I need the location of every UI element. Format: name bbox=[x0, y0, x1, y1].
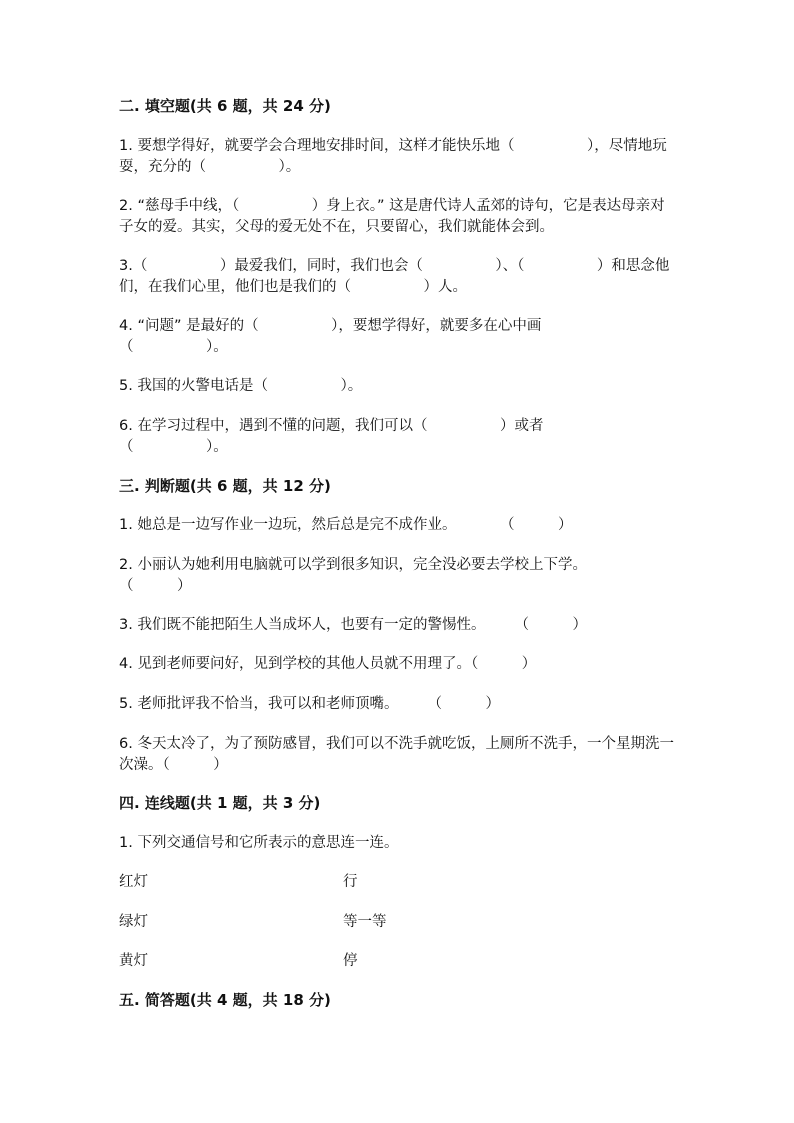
fill-blank-question-6: 6. 在学习过程中，遇到不懂的问题，我们可以（ ）或者 （ ）。 bbox=[119, 418, 544, 455]
matching-meaning: 停 bbox=[343, 953, 358, 969]
matching-row bbox=[119, 872, 675, 892]
fill-blank-question-4: 4. “问题” 是最好的（ ），要想学得好，就要多在心中画 （ ）。 bbox=[119, 318, 542, 355]
fill-blank-question-1: 1. 要想学得好，就要学会合理地安排时间，这样才能快乐地（ ），尽情地玩耍，充分的（ ）。 bbox=[119, 138, 667, 175]
matching-row bbox=[119, 912, 675, 932]
judgement-question-2: 2. 小丽认为她利用电脑就可以学到很多知识，完全没必要去学校上下学。 （ ） bbox=[119, 557, 587, 594]
fill-blank-question-3: 3.（ ）最爱我们，同时，我们也会（ ）、（ ）和思念他们，在我们心里，他们也是我们的（ ）人。 bbox=[119, 258, 670, 295]
fill-blank-question-2: 2. “慈母手中线，（ ）身上衣。” 这是唐代诗人孟郊的诗句，它是表达母亲对子女的爱。其实，父母的爱无处不在，只要留心，我们就能体会到。 bbox=[119, 198, 665, 235]
judgement-question-1: 1. 她总是一边写作业一边玩，然后总是完不成作业。 （ ） bbox=[119, 517, 573, 533]
matching-row bbox=[119, 951, 675, 971]
matching-signal: 红灯 bbox=[119, 874, 148, 890]
section-title-judgement: 三. 判断题(共 6 题，共 12 分) bbox=[119, 477, 331, 495]
matching-signal: 绿灯 bbox=[119, 914, 148, 930]
matching-signal: 黄灯 bbox=[119, 953, 148, 969]
matching-question-1: 1. 下列交通信号和它所表示的意思连一连。 bbox=[119, 835, 399, 851]
judgement-question-3: 3. 我们既不能把陌生人当成坏人，也要有一定的警惕性。 （ ） bbox=[119, 617, 587, 633]
judgement-question-6: 6. 冬天太冷了，为了预防感冒，我们可以不洗手就吃饭，上厕所不洗手，一个星期洗一次澡。（ ） bbox=[119, 736, 674, 773]
judgement-question-5: 5. 老师批评我不恰当，我可以和老师顶嘴。 （ ） bbox=[119, 696, 500, 712]
section-title-matching: 四. 连线题(共 1 题，共 3 分) bbox=[119, 794, 321, 812]
judgement-question-4: 4. 见到老师要问好，见到学校的其他人员就不用理了。（ ） bbox=[119, 656, 537, 672]
section-title-fill-blank: 二. 填空题(共 6 题，共 24 分) bbox=[119, 97, 331, 115]
section-title-short-answer: 五. 简答题(共 4 题，共 18 分) bbox=[119, 991, 331, 1009]
fill-blank-question-5: 5. 我国的火警电话是（ ）。 bbox=[119, 378, 363, 394]
matching-meaning: 行 bbox=[343, 874, 358, 890]
matching-meaning: 等一等 bbox=[343, 914, 387, 930]
